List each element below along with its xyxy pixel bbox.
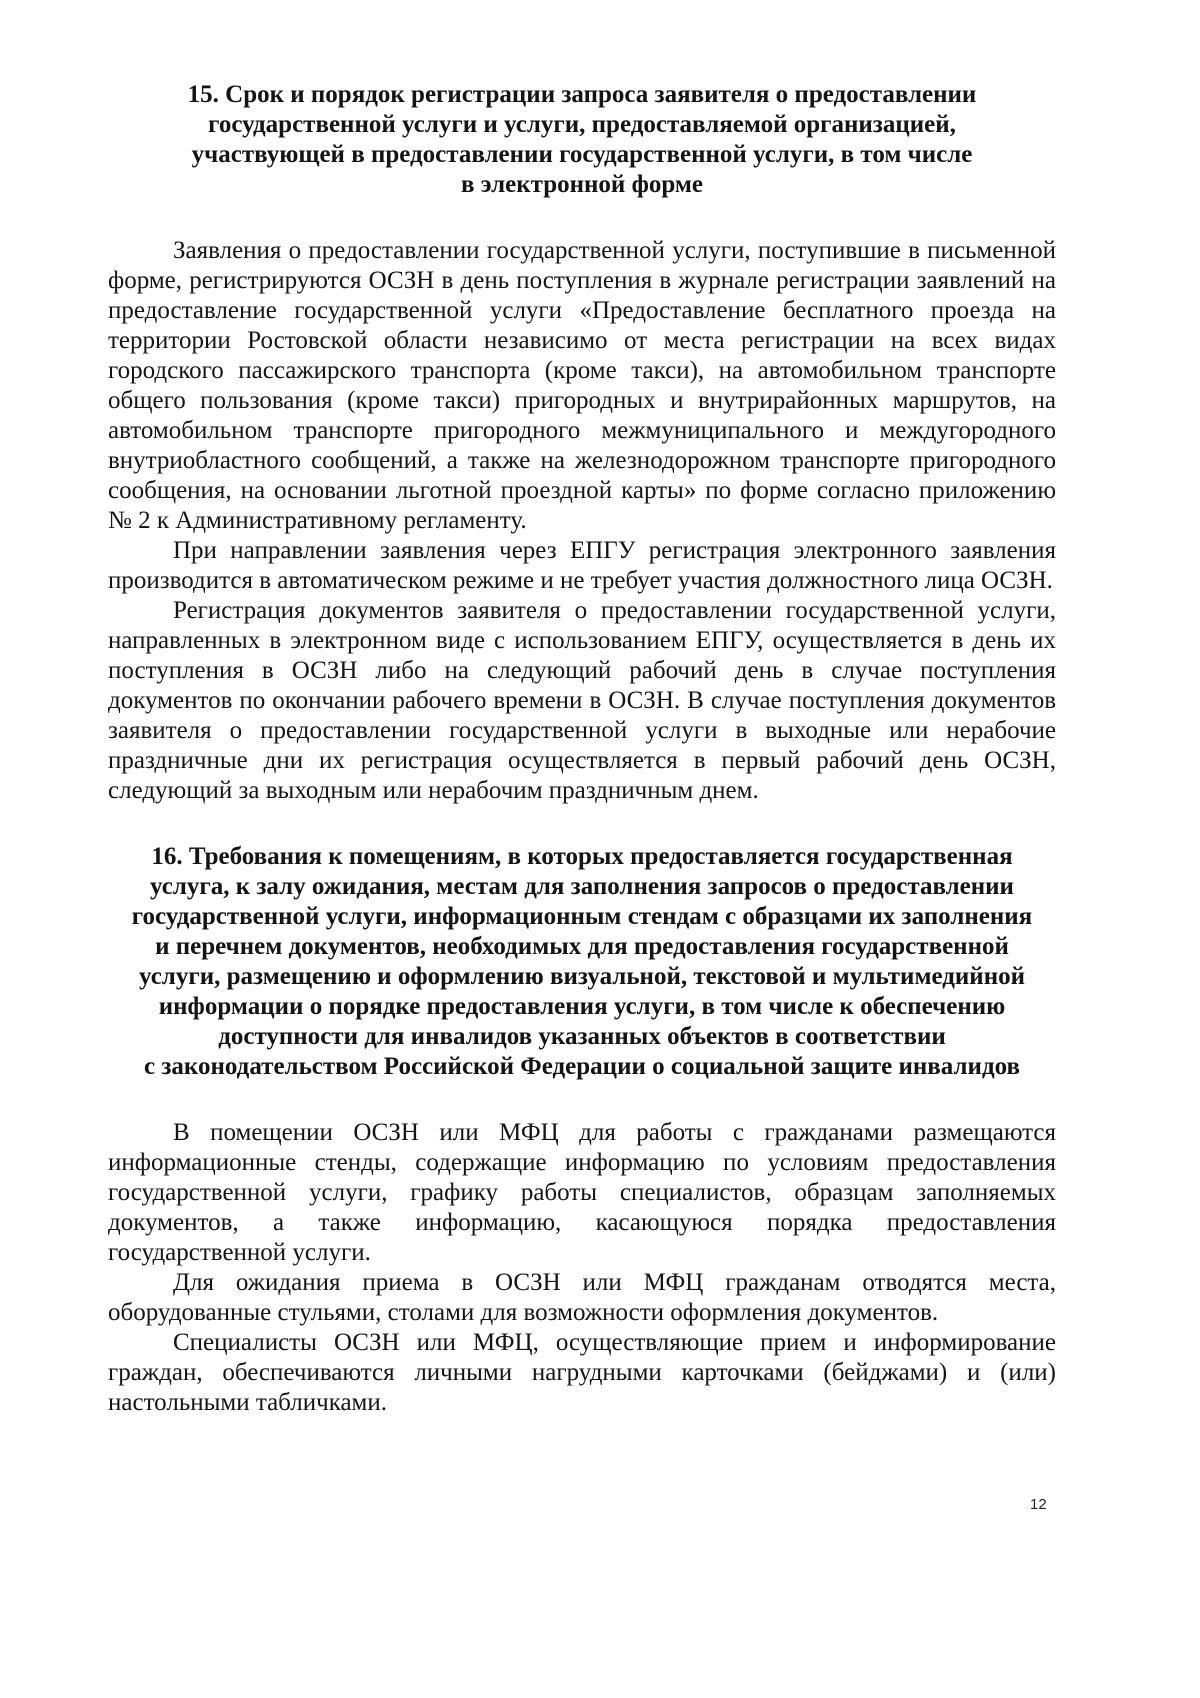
- heading-line: в электронной форме: [460, 171, 704, 198]
- heading-line: услуги, размещению и оформлению визуальной, текстовой и мультимедийной: [138, 963, 1026, 990]
- paragraph: Для ожидания приема в ОСЗН или МФЦ гражданам отводятся места, оборудованные стульями, столами для возможности оформления документов.: [108, 1269, 1056, 1326]
- heading-line: 16. Требования к помещениям, в которых предоставляется государственная: [151, 843, 1013, 870]
- document-page: [108, 80, 1056, 1418]
- paragraph: Регистрация документов заявителя о предоставлении государственной услуги, направленных в электронном виде с использованием ЕПГУ, осуществляется в день их поступления в ОСЗН либо на следующий рабочий день в случае поступления документов по окончании рабочего времени в ОСЗН. В случае поступления документов заявителя о предоставлении государственной услуги в выходные или нерабочие праздничные дни их регистрация осуществляется в первый рабочий день ОСЗН, следующий за выходным или нерабочим праздничным днем.: [108, 597, 1056, 804]
- heading-line: с законодательством Российской Федерации о социальной защите инвалидов: [144, 1053, 1020, 1080]
- paragraph: В помещении ОСЗН или МФЦ для работы с гражданами размещаются информационные стенды, содержащие информацию по условиям предоставления государственной услуги, графику работы специалистов, образцам заполняемых документов, а также информацию, касающуюся порядка предоставления государственной услуги.: [108, 1119, 1056, 1266]
- section-15-heading: [108, 80, 1056, 200]
- heading-line: и перечнем документов, необходимых для предоставления государственной: [155, 933, 1009, 960]
- paragraph: Заявления о предоставлении государственной услуги, поступившие в письменной форме, регистрируются ОСЗН в день поступления в журнале регистрации заявлений на предоставление государственной услуги «Предоставление бесплатного проезда на территории Ростовской области независимо от места регистрации на всех видах городского пассажирского транспорта (кроме такси), на автомобильном транспорте общего пользования (кроме такси) пригородных и внутрирайонных маршрутов, на автомобильном транспорте пригородного межмуниципального и междугородного внутриобластного сообщений, а также на железнодорожном транспорте пригородного сообщения, на основании льготной проездной карты» по форме согласно приложению № 2 к Административному регламенту.: [108, 237, 1056, 534]
- heading-line: 15. Срок и порядок регистрации запроса заявителя о предоставлении: [187, 81, 977, 108]
- page-number: 12: [1030, 1496, 1047, 1513]
- heading-line: государственной услуги, информационным стендам с образцами их заполнения: [131, 903, 1033, 930]
- section-15-body: [108, 236, 1056, 806]
- paragraph: Специалисты ОСЗН или МФЦ, осуществляющие прием и информирование граждан, обеспечиваются личными нагрудными карточками (бейджами) и (или) настольными табличками.: [108, 1329, 1056, 1416]
- heading-line: услуга, к залу ожидания, местам для заполнения запросов о предоставлении: [150, 873, 1014, 900]
- heading-line: участвующей в предоставлении государственной услуги, в том числе: [191, 141, 973, 168]
- section-16-heading: [108, 842, 1056, 1082]
- section-16-body: [108, 1118, 1056, 1418]
- heading-line: государственной услуги и услуги, предоставляемой организацией,: [208, 111, 956, 138]
- heading-line: доступности для инвалидов указанных объектов в соответствии: [218, 1023, 946, 1050]
- heading-line: информации о порядке предоставления услуги, в том числе к обеспечению: [158, 993, 1006, 1020]
- paragraph: При направлении заявления через ЕПГУ регистрация электронного заявления производится в автоматическом режиме и не требует участия должностного лица ОСЗН.: [108, 537, 1056, 594]
